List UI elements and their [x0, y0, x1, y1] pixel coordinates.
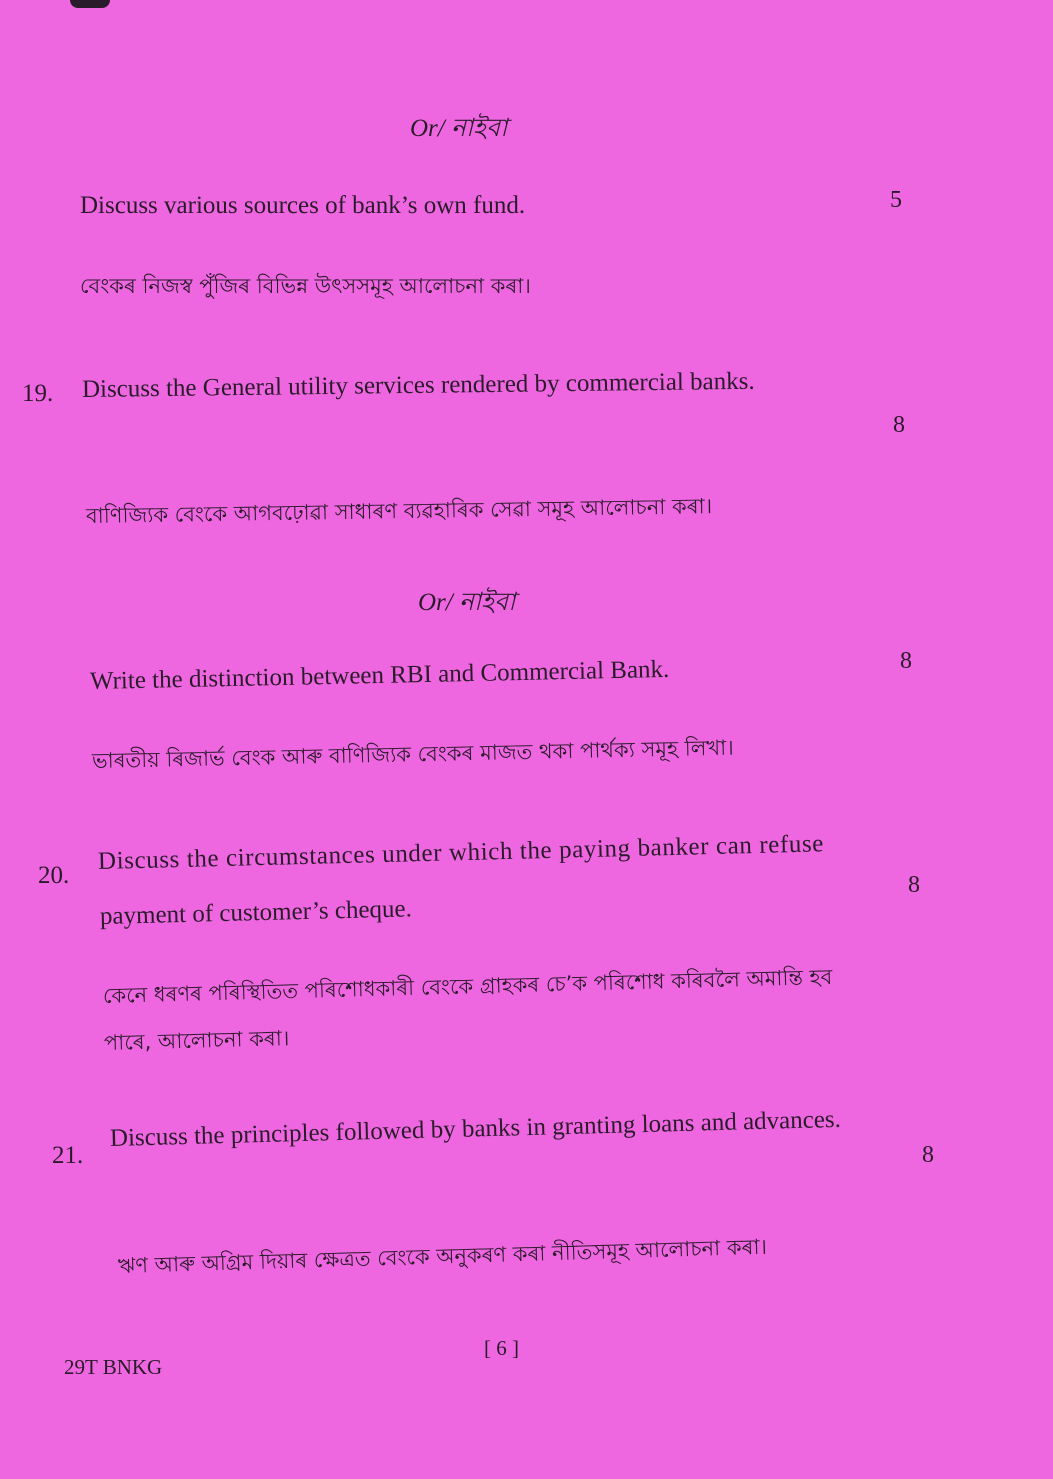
- q19-english: Discuss the General utility services rendered by commercial banks.: [81, 367, 755, 403]
- q20-number: 20.: [38, 862, 70, 889]
- page-number: [ 6 ]: [484, 1336, 519, 1360]
- q21-assamese: ঋণ আৰু অগ্ৰিম দিয়াৰ ক্ষেত্ৰত বেংকে অনুকৰণ কৰা নীতিসমূহ আলোচনা কৰা।: [117, 1234, 768, 1278]
- q21-marks: 8: [922, 1142, 934, 1168]
- q19-or-assamese: ভাৰতীয় ৰিজাৰ্ভ বেংক আৰু বাণিজ্যিক বেংকৰ মাজত থকা পাৰ্থক্য সমূহ লিখা।: [91, 735, 734, 773]
- q20-english-line2: payment of customer’s cheque.: [99, 895, 413, 930]
- q19-marks: 8: [893, 412, 905, 438]
- q18-or-marks: 5: [890, 187, 902, 213]
- q19-or-english: Write the distinction between RBI and Commercial Bank.: [89, 655, 670, 695]
- paper-code: 29T BNKG: [64, 1355, 163, 1379]
- q20-english-line1: Discuss the circumstances under which the paying banker can refuse: [97, 830, 825, 875]
- q20-assamese-line2: পাৰে, আলোচনা কৰা।: [103, 1026, 290, 1055]
- q19-assamese: বাণিজ্যিক বেংকে আগবঢ়োৱা সাধাৰণ ব্যৱহাৰিক সেৱা সমূহ আলোচনা কৰা।: [85, 494, 713, 528]
- q19-number: 19.: [22, 380, 54, 407]
- q21-number: 21.: [52, 1142, 84, 1169]
- q19-or-marks: 8: [900, 648, 912, 674]
- q18-or-english: Discuss various sources of bank’s own fund.: [80, 192, 526, 219]
- or-separator-2: Or/ নাইবা: [418, 589, 516, 616]
- q20-marks: 8: [908, 872, 920, 898]
- q21-english: Discuss the principles followed by banks in granting loans and advances.: [109, 1105, 842, 1152]
- q18-or-assamese: বেংকৰ নিজস্ব পুঁজিৰ বিভিন্ন উৎসসমূহ আলোচনা কৰা।: [80, 274, 531, 298]
- scan-mark: [70, 0, 110, 8]
- q20-assamese-line1: কেনে ধৰণৰ পৰিস্থিতিত পৰিশোধকাৰী বেংকে গ্ৰাহকৰ চে’ক পৰিশোধ কৰিবলৈ অমান্তি হব: [102, 964, 833, 1008]
- or-separator-1: Or/ নাইবা: [410, 115, 508, 142]
